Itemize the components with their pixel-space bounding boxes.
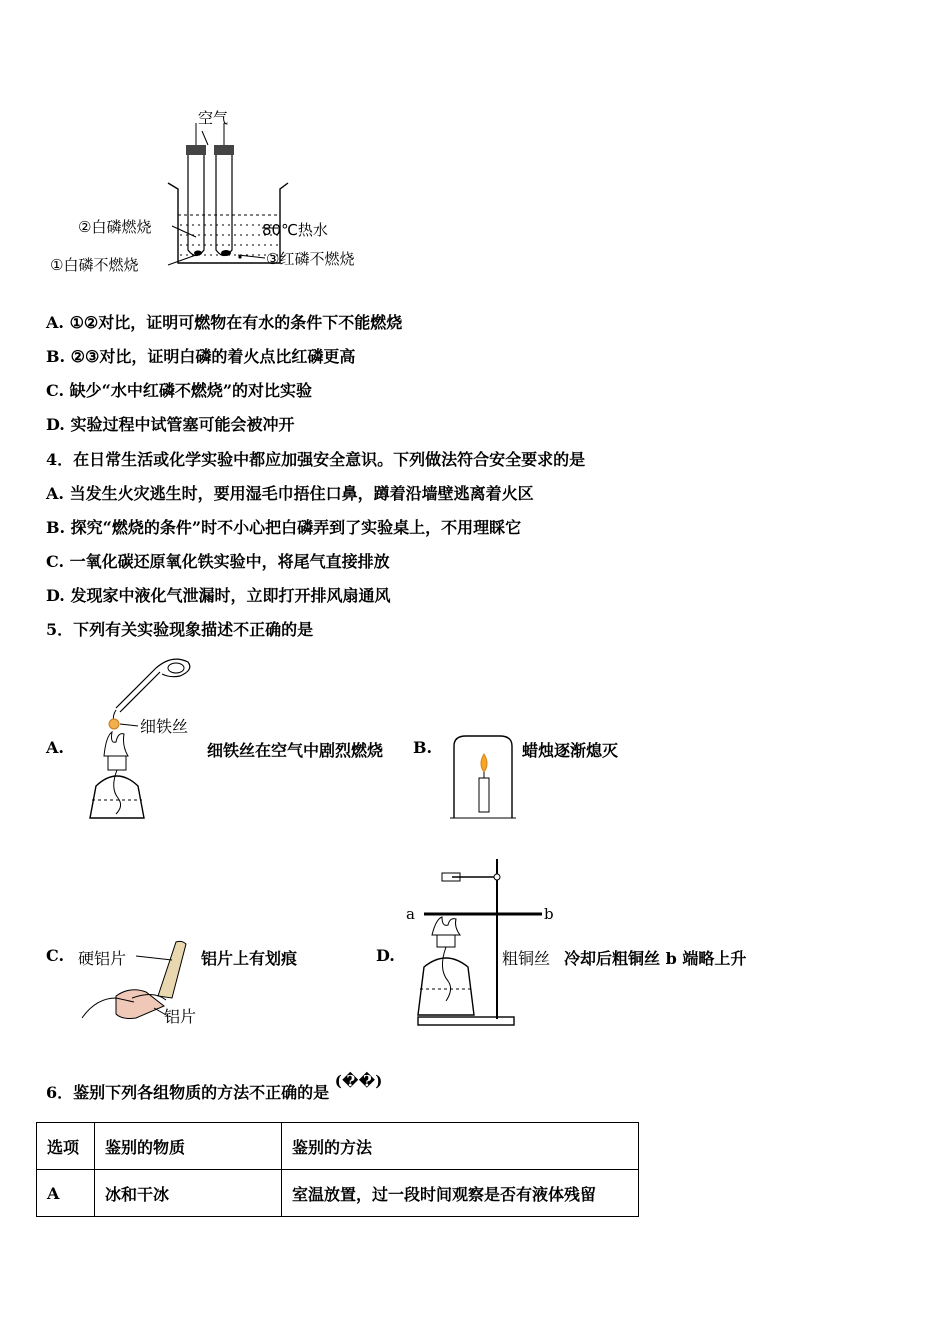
cell-option: A bbox=[37, 1170, 95, 1217]
q4-option-a[interactable] bbox=[46, 481, 534, 504]
q6-mark: (��) bbox=[334, 1072, 383, 1090]
q5-option-a-letter[interactable]: A. bbox=[46, 738, 64, 757]
label-iron-wire: 细铁丝 bbox=[140, 717, 189, 736]
cell-method: 室温放置，过一段时间观察是否有液体残留 bbox=[282, 1170, 639, 1217]
option-text: 当发生火灾逃生时，要用湿毛巾捂住口鼻，蹲着沿墙壁逃离着火区 bbox=[69, 484, 534, 503]
label-hot-water: 80℃热水 bbox=[262, 221, 328, 239]
table-header-row bbox=[37, 1123, 639, 1170]
option-text: ①②对比，证明可燃物在有水的条件下不能燃烧 bbox=[69, 313, 403, 332]
option-letter: D. bbox=[46, 586, 65, 605]
copper-wire-stand-diagram bbox=[402, 855, 562, 1029]
option-text: 实验过程中试管塞可能会被冲开 bbox=[70, 415, 295, 434]
option-letter: C. bbox=[46, 381, 65, 400]
candle-figure bbox=[448, 732, 518, 820]
q4-option-b[interactable] bbox=[46, 515, 521, 538]
q5-option-b-letter[interactable]: B. bbox=[413, 738, 433, 757]
header-method: 鉴别的方法 bbox=[282, 1123, 639, 1170]
option-letter: C. bbox=[46, 552, 65, 571]
iron-wire-figure bbox=[76, 648, 202, 823]
q3-option-b[interactable] bbox=[46, 344, 355, 367]
q3-option-c[interactable] bbox=[46, 378, 312, 401]
option-letter: A. bbox=[46, 484, 64, 503]
label-aluminum: 铝片 bbox=[164, 1007, 197, 1026]
option-text: 探究“燃烧的条件”时不小心把白磷弄到了实验桌上，不用理睬它 bbox=[70, 518, 522, 537]
label-air: 空气 bbox=[198, 109, 229, 127]
q3-option-d[interactable] bbox=[46, 412, 294, 435]
option-text: 缺少“水中红磷不燃烧”的对比实验 bbox=[69, 381, 313, 400]
phosphorus-experiment-figure bbox=[40, 105, 390, 285]
option-letter: D. bbox=[46, 415, 65, 434]
q5-option-c-text: 铝片上有划痕 bbox=[201, 949, 298, 968]
q5-option-b-text: 蜡烛逐渐熄灭 bbox=[522, 741, 619, 760]
label-white-phosphorus-not-burning: ①白磷不燃烧 bbox=[50, 256, 139, 274]
label-white-phosphorus-burning: ②白磷燃烧 bbox=[78, 218, 152, 236]
label-a: a bbox=[406, 905, 415, 923]
q6-stem bbox=[46, 1072, 383, 1103]
option-letter: A. bbox=[46, 313, 64, 332]
q4-option-d[interactable] bbox=[46, 583, 390, 606]
table-row bbox=[37, 1170, 639, 1217]
q4-stem: 4．在日常生活或化学实验中都应加强安全意识。下列做法符合安全要求的是 bbox=[46, 450, 586, 469]
q5-option-c-letter[interactable]: C. bbox=[46, 946, 65, 965]
option-letter: B. bbox=[46, 347, 66, 366]
q5-option-d-text: 冷却后粗铜丝 b 端略上升 bbox=[564, 949, 747, 968]
candle-jar-diagram bbox=[448, 732, 518, 820]
q5-stem: 5．下列有关实验现象描述不正确的是 bbox=[46, 620, 314, 639]
q6-table bbox=[36, 1122, 639, 1217]
label-red-phosphorus-not-burning: ③红磷不燃烧 bbox=[266, 250, 355, 268]
label-thick-copper-wire: 粗铜丝 bbox=[502, 949, 551, 968]
option-text: ②③对比，证明白磷的着火点比红磷更高 bbox=[70, 347, 356, 366]
q5-option-d-letter[interactable]: D. bbox=[376, 946, 395, 965]
q5-option-a-text: 细铁丝在空气中剧烈燃烧 bbox=[207, 741, 384, 760]
option-text: 发现家中液化气泄漏时，立即打开排风扇通风 bbox=[70, 586, 391, 605]
q4-option-c[interactable] bbox=[46, 549, 390, 572]
cell-substances: 冰和干冰 bbox=[95, 1170, 282, 1217]
option-text: 一氧化碳还原氧化铁实验中，将尾气直接排放 bbox=[69, 552, 390, 571]
copper-wire-figure bbox=[402, 855, 562, 1029]
q6-stem-text: 6．鉴别下列各组物质的方法不正确的是 bbox=[46, 1083, 330, 1102]
header-option: 选项 bbox=[37, 1123, 95, 1170]
q3-option-a[interactable] bbox=[46, 310, 402, 333]
header-substances: 鉴别的物质 bbox=[95, 1123, 282, 1170]
label-hard-aluminum: 硬铝片 bbox=[78, 949, 127, 968]
option-letter: B. bbox=[46, 518, 66, 537]
label-b: b bbox=[544, 905, 554, 923]
aluminum-figure bbox=[76, 936, 201, 1026]
